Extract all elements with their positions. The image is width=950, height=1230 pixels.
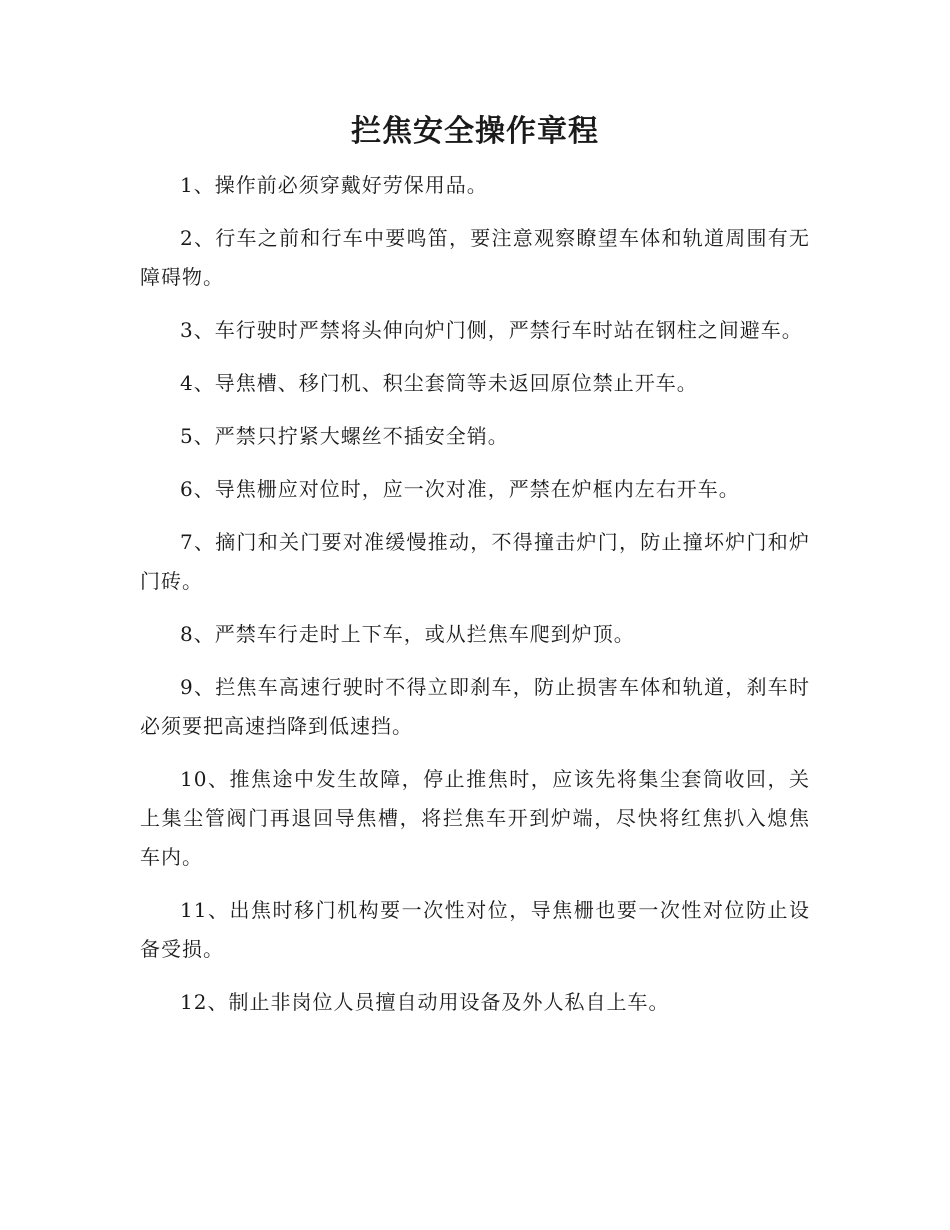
rule-item-4: 4、导焦槽、移门机、积尘套筒等未返回原位禁止开车。 (180, 371, 698, 395)
rule-item-2: 2、行车之前和行车中要鸣笛，要注意观察瞭望车体和轨道周围有无障碍物。 (140, 226, 810, 289)
rule-item-12: 12、制止非岗位人员擅自动用设备及外人私自上车。 (180, 990, 670, 1014)
rule-item-6: 6、导焦栅应对位时，应一次对准，严禁在炉框内左右开车。 (180, 477, 740, 501)
rule-item-9: 9、拦焦车高速行驶时不得立即刹车，防止损害车体和轨道，刹车时必须要把高速挡降到低速挡。 (140, 675, 810, 738)
rule-item-1: 1、操作前必须穿戴好劳保用品。 (180, 173, 488, 197)
rule-item-3: 3、车行驶时严禁将头伸向炉门侧，严禁行车时站在钢柱之间避车。 (180, 318, 803, 342)
document-body (140, 166, 810, 1036)
rule-item-11: 11、出焦时移门机构要一次性对位，导焦栅也要一次性对位防止设备受损。 (140, 898, 810, 961)
rule-item-5: 5、严禁只拧紧大螺丝不插安全销。 (180, 424, 509, 448)
rule-item-7: 7、摘门和关门要对准缓慢推动，不得撞击炉门，防止撞坏炉门和炉门砖。 (140, 530, 810, 593)
document-title: 拦焦安全操作章程 (351, 114, 599, 149)
rule-item-10: 10、推焦途中发生故障，停止推焦时，应该先将集尘套筒收回，关上集尘管阀门再退回导焦槽，将拦焦车开到炉端，尽快将红焦扒入熄焦车内。 (140, 767, 810, 869)
rule-item-8: 8、严禁车行走时上下车，或从拦焦车爬到炉顶。 (180, 622, 635, 646)
